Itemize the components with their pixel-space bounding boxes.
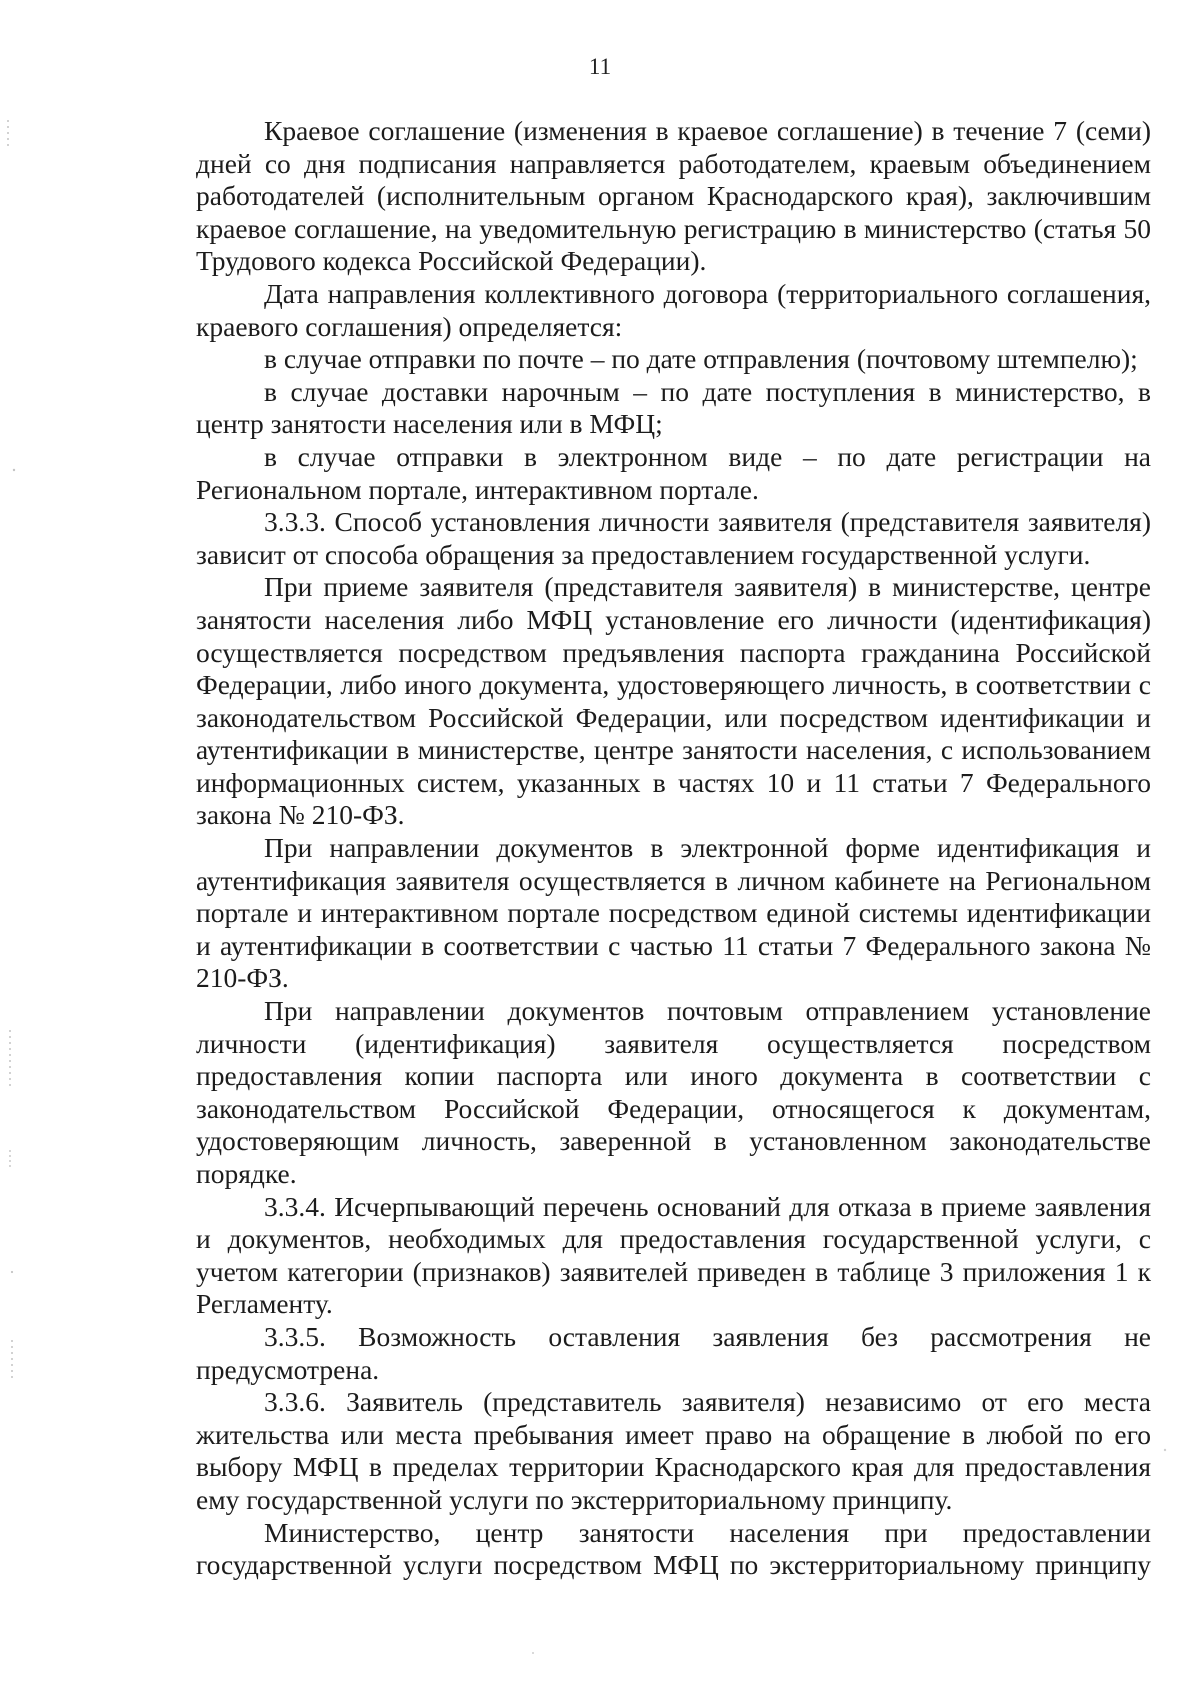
scan-speck [11,1271,13,1273]
paragraph: При направлении документов в электронной форме идентификация и аутентификация заявителя осуществляется в личном кабинете на Региональном портале и интерактивном портале посредством единой системы идентификации и аутентификации в соответствии с частью 11 статьи 7 Федерального закона № 210-ФЗ. [196,832,1151,994]
scan-speck [532,1652,534,1654]
paragraph: Дата направления коллективного договора (территориального соглашения, краевого соглашения) определяется: [196,277,1151,342]
scan-speck [13,469,15,471]
page-number: 11 [588,54,612,79]
paragraph: в случае отправки по почте – по дате отправления (почтовому штемпелю); [264,343,1138,375]
paragraph: в случае отправки в электронном виде – по дате регистрации на Региональном портале, интерактивном портале. [196,440,1151,505]
paragraph: 3.3.6. Заявитель (представитель заявителя) независимо от его места жительства или места пребывания имеет право на обращение в любой по его выбору МФЦ в пределах территории Краснодарского края для предоставления ему государственной услуги по экстерриториальному принципу. [196,1386,1151,1515]
scan-speck [1164,1449,1166,1451]
paragraph: 3.3.3. Способ установления личности заявителя (представителя заявителя) зависит от способа обращения за предоставлением государственной услуги. [196,506,1151,570]
document-body [196,115,1151,1582]
paragraph: При приеме заявителя (представителя заявителя) в министерстве, центре занятости населения либо МФЦ установление его личности (идентификация) осуществляется посредством предъявления паспорта гражданина Российской Федерации, либо иного документа, удостоверяющего личность, в соответствии с законодательством Российской Федерации, или посредством идентификации и аутентификации в министерстве, центре занятости населения, с использованием информационных систем, указанных в частях 10 и 11 статьи 7 Федерального закона № 210-ФЗ. [196,571,1151,831]
paragraph: 3.3.5. Возможность оставления заявления без рассмотрения не предусмотрена. [196,1320,1151,1385]
paragraph: При направлении документов почтовым отправлением установление личности (идентификация) заявителя осуществляется посредством предоставления копии паспорта или иного документа в соответствии с законодательством Российской Федерации, относящегося к документам, удостоверяющим личность, заверенной в установленном законодательстве порядке. [196,995,1151,1189]
paragraph: Краевое соглашение (изменения в краевое соглашение) в течение 7 (семи) дней со дня подписания направляется работодателем, краевым объединением работодателей (исполнительным органом Краснодарского края), заключившим краевое соглашение, на уведомительную регистрацию в министерство (статья 50 Трудового кодекса Российской Федерации). [196,115,1151,277]
paragraph: Министерство, центр занятости населения при предоставлении государственной услуги посредством МФЦ по экстерриториальному принципу [196,1516,1151,1581]
paragraph: 3.3.4. Исчерпывающий перечень оснований для отказа в приеме заявления и документов, необходимых для предоставления государственной услуги, с учетом категории (признаков) заявителей приведен в таблице 3 приложения 1 к Регламенту. [196,1190,1151,1320]
paragraph: в случае доставки нарочным – по дате поступления в министерство, в центр занятости населения или в МФЦ; [196,375,1151,440]
